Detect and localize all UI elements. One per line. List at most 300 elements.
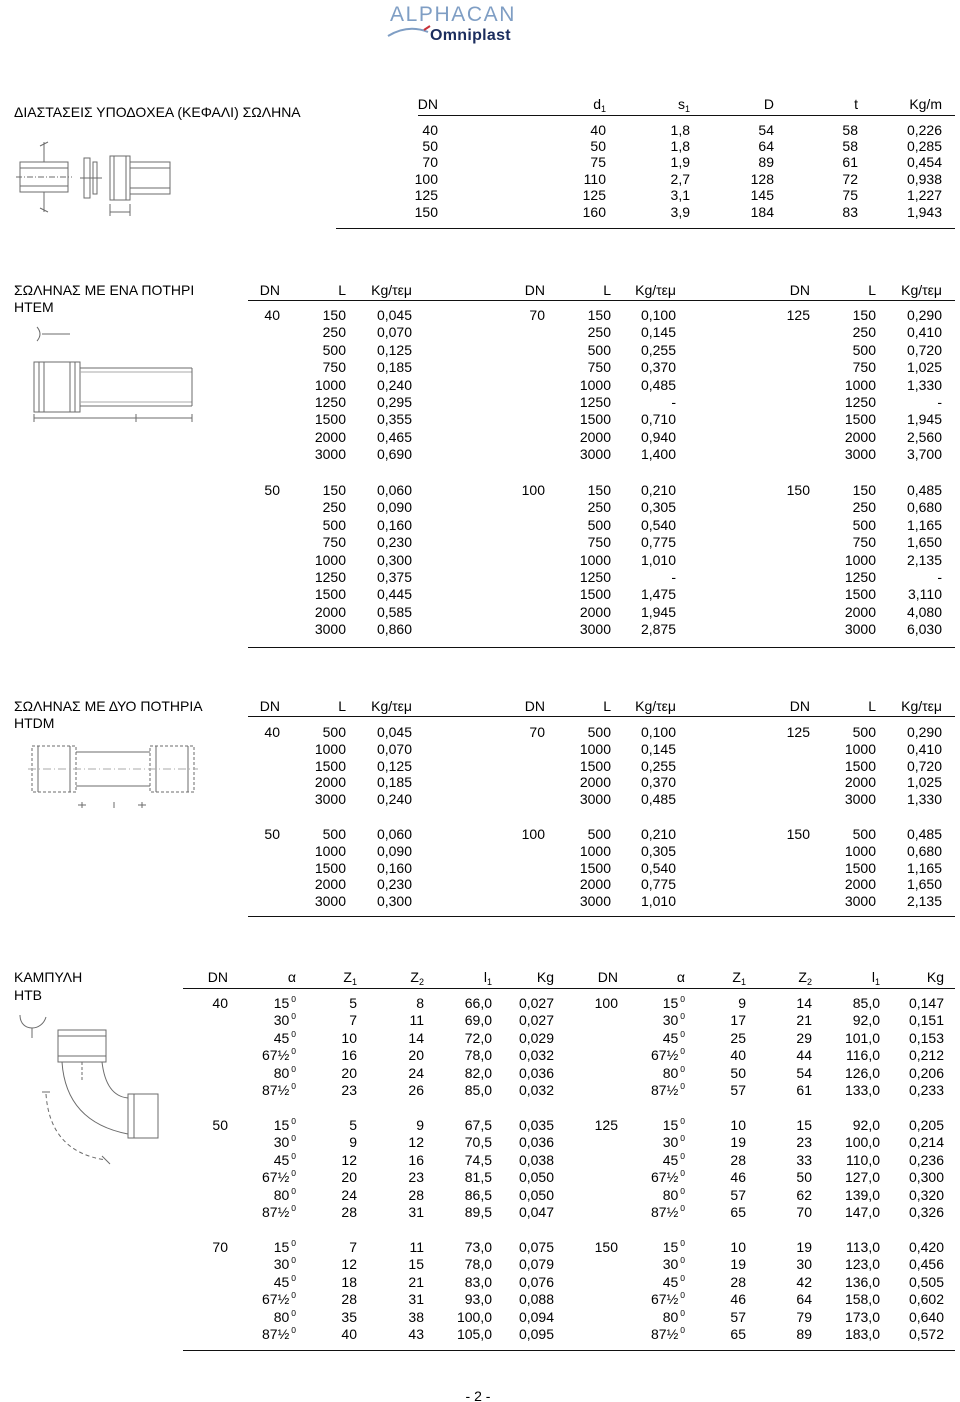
bend-header-dn-text: DN bbox=[207, 969, 228, 985]
pipe-one-socket-weight: 0,370 bbox=[640, 359, 676, 376]
bend-angle-degree-mark: 0 bbox=[680, 1255, 685, 1266]
pipe-one-socket-weight: 0,485 bbox=[906, 482, 942, 498]
pipe-two-sockets-length: 1500 bbox=[579, 757, 611, 774]
bend-angle-degree-mark: 0 bbox=[680, 1290, 685, 1301]
pipe-two-sockets-length: 2000 bbox=[844, 876, 876, 893]
pipe-two-sockets-weight: 2,135 bbox=[906, 893, 942, 910]
pipe-one-socket-weight: 2,875 bbox=[640, 621, 676, 638]
bend-angle-value: 67½ bbox=[262, 1047, 290, 1064]
bend-z2: 14 bbox=[796, 995, 812, 1011]
bend-angle-value: 80 bbox=[273, 1308, 290, 1325]
bend-l1: 147,0 bbox=[844, 1204, 880, 1220]
pipe-one-socket-code: HTEM bbox=[14, 299, 54, 315]
pipe-one-socket-weight: 0,290 bbox=[906, 307, 942, 323]
bend-z1: 19 bbox=[730, 1256, 746, 1273]
bend-title: ΚΑΜΠΥΛΗ bbox=[14, 969, 83, 985]
bend-l1: 92,0 bbox=[852, 1012, 880, 1029]
pipe-one-socket-weight: 3,700 bbox=[906, 446, 942, 463]
bend-angle-degree-mark: 0 bbox=[680, 1081, 685, 1091]
pipe-one-socket-length: 1500 bbox=[579, 586, 611, 603]
pipe-one-socket-header-weight: Kg/τεμ bbox=[371, 282, 412, 298]
socket-dims-cell-kg-per-m: 0,226 bbox=[906, 122, 942, 138]
pipe-one-socket-weight: 2,560 bbox=[906, 428, 942, 445]
pipe-two-sockets-length: 2000 bbox=[844, 774, 876, 791]
pipe-two-sockets-length: 1000 bbox=[579, 842, 611, 859]
socket-dims-header-rule bbox=[418, 115, 955, 116]
bend-header-z2-subscript: 2 bbox=[418, 977, 424, 987]
pipe-one-socket-length: 2000 bbox=[844, 603, 876, 620]
pipe-one-socket-length: 250 bbox=[852, 324, 876, 341]
pipe-two-sockets-length: 1000 bbox=[314, 842, 346, 859]
pipe-two-sockets-weight: 0,145 bbox=[640, 740, 676, 757]
bend-angle-value: 15 bbox=[662, 1117, 679, 1133]
bend-angle-value: 67½ bbox=[651, 1047, 679, 1064]
pipe-one-socket-length: 3000 bbox=[314, 446, 346, 463]
pipe-two-sockets-length: 3000 bbox=[579, 893, 611, 910]
pipe-one-socket-length: 1000 bbox=[314, 376, 346, 393]
bend-z1: 9 bbox=[349, 1134, 357, 1151]
pipe-one-socket-weight: 0,355 bbox=[376, 411, 412, 428]
socket-dims-cell-d: 128 bbox=[750, 171, 774, 187]
alphacan-omniplast-logo bbox=[384, 2, 540, 48]
bend-angle-value: 67½ bbox=[651, 1169, 679, 1186]
pipe-two-sockets-weight: 0,410 bbox=[906, 740, 942, 757]
pipe-one-socket-length: 1250 bbox=[314, 569, 346, 585]
socket-dims-cell-dn: 70 bbox=[422, 154, 438, 170]
socket-dims-cell-dn: 125 bbox=[414, 187, 438, 203]
bend-angle-value: 30 bbox=[273, 1012, 290, 1029]
bend-kg: 0,602 bbox=[908, 1291, 944, 1308]
bend-z1: 65 bbox=[730, 1326, 746, 1342]
pipe-one-socket-weight: 0,125 bbox=[376, 341, 412, 358]
bend-header-angle-text: α bbox=[287, 969, 296, 985]
bend-angle-degree-mark: 0 bbox=[291, 1150, 296, 1161]
pipe-two-sockets-weight: 0,070 bbox=[376, 740, 412, 757]
socket-dims-header-s1-text: s bbox=[677, 96, 685, 112]
bend-l1: 93,0 bbox=[464, 1291, 492, 1308]
pipe-two-sockets-length: 2000 bbox=[579, 774, 611, 791]
pipe-one-socket-length: 1250 bbox=[844, 569, 876, 585]
bend-l1: 127,0 bbox=[844, 1169, 880, 1186]
bend-angle-value: 30 bbox=[662, 1134, 679, 1151]
bend-angle-value: 80 bbox=[273, 1064, 290, 1081]
pipe-one-socket-length: 250 bbox=[322, 499, 346, 516]
pipe-one-socket-weight: 1,330 bbox=[906, 376, 942, 393]
bend-z1: 28 bbox=[341, 1204, 357, 1220]
pipe-one-socket-length: 1500 bbox=[579, 411, 611, 428]
bend-header-z1-subscript: 1 bbox=[740, 977, 746, 987]
pipe-two-sockets-length: 1500 bbox=[579, 859, 611, 876]
bend-angle-value: 15 bbox=[662, 1239, 679, 1255]
bend-l1: 110,0 bbox=[846, 1151, 880, 1168]
bend-angle-degree-mark: 0 bbox=[680, 1011, 685, 1022]
bend-z1: 35 bbox=[341, 1308, 357, 1325]
pipe-two-sockets-weight: 0,090 bbox=[376, 842, 412, 859]
pipe-one-socket-weight: 1,650 bbox=[906, 534, 942, 551]
bend-z1: 10 bbox=[341, 1029, 357, 1046]
bend-l1: 81,5 bbox=[464, 1169, 492, 1186]
pipe-one-socket-length: 150 bbox=[852, 482, 876, 498]
bend-angle-value: 15 bbox=[273, 995, 290, 1011]
pipe-one-socket-length: 150 bbox=[322, 482, 346, 498]
socket-dims-cell-dn: 50 bbox=[422, 138, 438, 154]
socket-dims-header-dn bbox=[342, 96, 438, 112]
socket-dims-cell-kg-per-m: 1,227 bbox=[906, 187, 942, 203]
pipe-one-socket-weight: 0,230 bbox=[376, 534, 412, 551]
pipe-one-socket-weight: 0,045 bbox=[376, 307, 412, 323]
pipe-two-sockets-weight: 1,165 bbox=[906, 859, 942, 876]
bend-l1: 183,0 bbox=[844, 1326, 880, 1342]
socket-dims-cell-t: 58 bbox=[842, 122, 858, 138]
bend-z2: 16 bbox=[408, 1151, 424, 1168]
socket-dims-cell-t: 61 bbox=[842, 154, 858, 170]
pipe-one-socket-length: 1000 bbox=[844, 551, 876, 568]
pipe-one-socket-weight: 0,145 bbox=[640, 324, 676, 341]
pipe-one-socket-weight: 0,410 bbox=[906, 324, 942, 341]
bend-z1: 20 bbox=[341, 1169, 357, 1186]
bend-z2: 31 bbox=[408, 1204, 424, 1220]
pipe-one-socket-dn: 40 bbox=[264, 307, 280, 323]
pipe-one-socket-length: 1000 bbox=[579, 551, 611, 568]
pipe-one-socket-length: 2000 bbox=[844, 428, 876, 445]
bend-z2: 12 bbox=[408, 1134, 424, 1151]
bend-angle-value: 15 bbox=[273, 1239, 290, 1255]
pipe-one-socket-weight: 0,720 bbox=[906, 341, 942, 358]
bend-z2: 38 bbox=[408, 1308, 424, 1325]
pipe-one-socket-length: 2000 bbox=[579, 603, 611, 620]
bend-l1: 85,0 bbox=[852, 995, 880, 1011]
pipe-one-socket-length: 500 bbox=[322, 341, 346, 358]
pipe-two-sockets-length: 1500 bbox=[314, 859, 346, 876]
bend-angle-degree-mark: 0 bbox=[291, 1272, 296, 1283]
socket-dims-cell-d: 184 bbox=[750, 204, 774, 220]
pipe-two-sockets-length: 1500 bbox=[314, 757, 346, 774]
pipe-one-socket-weight: 1,165 bbox=[906, 516, 942, 533]
pipe-one-socket-weight: 1,010 bbox=[640, 551, 676, 568]
pipe-two-sockets-length: 1500 bbox=[844, 757, 876, 774]
pipe-one-socket-length: 1000 bbox=[844, 376, 876, 393]
bend-angle-value: 30 bbox=[662, 1256, 679, 1273]
pipe-one-socket-length: 2000 bbox=[314, 428, 346, 445]
bend-kg: 0,420 bbox=[908, 1239, 944, 1255]
bend-z2: 89 bbox=[796, 1326, 812, 1342]
socket-dims-cell-d1: 50 bbox=[590, 138, 606, 154]
pipe-two-sockets-weight: 0,485 bbox=[906, 826, 942, 842]
bend-angle-value: 30 bbox=[662, 1012, 679, 1029]
bend-header-kg-text: Kg bbox=[926, 969, 944, 985]
bend-angle-value: 87½ bbox=[651, 1326, 679, 1342]
bend-z1: 50 bbox=[730, 1064, 746, 1081]
pipe-one-socket-length: 250 bbox=[587, 324, 611, 341]
bend-angle-value: 80 bbox=[662, 1308, 679, 1325]
bend-kg: 0,205 bbox=[908, 1117, 944, 1133]
socket-dims-cell-t: 72 bbox=[842, 171, 858, 187]
bend-l1: 100,0 bbox=[456, 1308, 492, 1325]
bend-z2: 43 bbox=[408, 1326, 424, 1342]
bend-angle-degree-mark: 0 bbox=[291, 1063, 296, 1074]
pipe-one-socket-length: 3000 bbox=[314, 621, 346, 638]
bend-z1: 23 bbox=[341, 1082, 357, 1098]
socket-dims-cell-s1: 1,8 bbox=[670, 122, 690, 138]
pipe-one-socket-weight: 0,070 bbox=[376, 324, 412, 341]
bend-z2: 8 bbox=[416, 995, 424, 1011]
bend-header-l1-text: l bbox=[483, 969, 487, 985]
bend-header-l1-subscript: 1 bbox=[874, 977, 880, 987]
socket-dims-title: ΔΙΑΣΤΑΣΕΙΣ ΥΠΟΔΟΧΕΑ (ΚΕΦΑΛΙ) ΣΩΛΗΝΑ bbox=[14, 104, 301, 120]
bend-angle-value: 30 bbox=[273, 1256, 290, 1273]
bend-kg: 0,456 bbox=[908, 1256, 944, 1273]
socket-dims-header-s1-subscript: 1 bbox=[684, 104, 690, 114]
bend-z1: 17 bbox=[730, 1012, 746, 1029]
bend-kg: 0,214 bbox=[908, 1134, 944, 1151]
bend-z1: 12 bbox=[341, 1151, 357, 1168]
bend-header-rule bbox=[183, 988, 955, 989]
pipe-one-socket-weight: 4,080 bbox=[906, 603, 942, 620]
bend-z2: 21 bbox=[796, 1012, 812, 1029]
bend-bottom-rule bbox=[183, 1350, 955, 1351]
bend-angle-degree-mark: 0 bbox=[680, 1028, 685, 1039]
bend-z1: 28 bbox=[730, 1273, 746, 1290]
pipe-two-sockets-weight: 0,240 bbox=[376, 791, 412, 808]
pipe-one-socket-length: 1000 bbox=[579, 376, 611, 393]
bend-dn: 40 bbox=[212, 995, 228, 1011]
pipe-one-socket-header-rule bbox=[248, 300, 955, 301]
pipe-two-sockets-weight: 1,025 bbox=[906, 774, 942, 791]
pipe-one-socket-length: 1250 bbox=[844, 394, 876, 410]
bend-l1: 113,0 bbox=[846, 1239, 880, 1255]
pipe-one-socket-weight: 0,305 bbox=[640, 499, 676, 516]
bend-kg: 0,505 bbox=[908, 1273, 944, 1290]
socket-dims-cell-kg-per-m: 1,943 bbox=[906, 204, 942, 220]
pipe-two-sockets-dn: 50 bbox=[264, 826, 280, 842]
pipe-one-socket-length: 500 bbox=[852, 341, 876, 358]
bend-l1: 72,0 bbox=[464, 1029, 492, 1046]
bend-l1: 101,0 bbox=[844, 1029, 880, 1046]
pipe-one-socket-weight: 0,690 bbox=[376, 446, 412, 463]
bend-z1: 20 bbox=[341, 1064, 357, 1081]
bend-angle-degree-mark: 0 bbox=[291, 1081, 296, 1091]
pipe-one-socket-weight: 1,475 bbox=[640, 586, 676, 603]
bend-header-z1-text: Z bbox=[343, 969, 352, 985]
bend-l1: 85,0 bbox=[464, 1082, 492, 1098]
socket-dims-cell-d: 145 bbox=[750, 187, 774, 203]
bend-angle-value: 87½ bbox=[262, 1082, 290, 1098]
bend-z1: 40 bbox=[341, 1326, 357, 1342]
pipe-two-sockets-dn: 150 bbox=[786, 826, 810, 842]
socket-dims-cell-d1: 160 bbox=[582, 204, 606, 220]
pipe-one-socket-weight: 0,295 bbox=[376, 394, 412, 410]
socket-dims-cell-t: 58 bbox=[842, 138, 858, 154]
bend-z1: 5 bbox=[349, 1117, 357, 1133]
bend-z2: 28 bbox=[408, 1186, 424, 1203]
pipe-one-socket-header-dn: DN bbox=[524, 282, 545, 298]
socket-dims-cell-t: 75 bbox=[842, 187, 858, 203]
bend-z1: 57 bbox=[730, 1186, 746, 1203]
bend-angle-degree-mark: 0 bbox=[291, 1255, 296, 1266]
bend-kg: 0,029 bbox=[518, 1029, 554, 1046]
pipe-two-sockets-bottom-rule bbox=[248, 916, 955, 917]
bend-kg: 0,036 bbox=[518, 1064, 554, 1081]
bend-z1: 46 bbox=[730, 1169, 746, 1186]
socket-dims-header-t-text: t bbox=[854, 96, 858, 112]
bend-l1: 78,0 bbox=[464, 1047, 492, 1064]
bend-z1: 18 bbox=[341, 1273, 357, 1290]
pipe-two-sockets-length: 1000 bbox=[844, 740, 876, 757]
pipe-two-sockets-length: 3000 bbox=[844, 893, 876, 910]
pipe-one-socket-weight: 0,540 bbox=[640, 516, 676, 533]
bend-angle-degree-mark: 0 bbox=[291, 1238, 296, 1248]
pipe-two-sockets-weight: 0,300 bbox=[376, 893, 412, 910]
bend-l1: 92,0 bbox=[852, 1117, 880, 1133]
bend-l1: 73,0 bbox=[464, 1239, 492, 1255]
bend-angle-degree-mark: 0 bbox=[680, 1307, 685, 1318]
pipe-one-socket-length: 750 bbox=[852, 359, 876, 376]
bend-l1: 83,0 bbox=[464, 1273, 492, 1290]
bend-l1: 139,0 bbox=[844, 1186, 880, 1203]
pipe-two-sockets-weight: 0,720 bbox=[906, 757, 942, 774]
bend-z2: 9 bbox=[416, 1117, 424, 1133]
socket-dims-header-kg-per-m-text: Kg/m bbox=[909, 96, 942, 112]
pipe-one-socket-dn: 50 bbox=[264, 482, 280, 498]
pipe-one-socket-title: ΣΩΛΗΝΑΣ ΜΕ ΕΝΑ ΠΟΤΗΡΙ bbox=[14, 282, 195, 298]
pipe-one-socket-weight: 0,300 bbox=[376, 551, 412, 568]
bend-kg: 0,212 bbox=[908, 1047, 944, 1064]
socket-dims-header-d1-subscript: 1 bbox=[600, 104, 606, 114]
bend-angle-value: 67½ bbox=[262, 1291, 290, 1308]
pipe-two-sockets-length: 2000 bbox=[314, 774, 346, 791]
pipe-two-sockets-weight: 1,650 bbox=[906, 876, 942, 893]
pipe-two-sockets-weight: 0,255 bbox=[640, 757, 676, 774]
bend-kg: 0,079 bbox=[518, 1256, 554, 1273]
bend-angle-degree-mark: 0 bbox=[680, 1325, 685, 1335]
bend-angle-degree-mark: 0 bbox=[291, 1325, 296, 1335]
pipe-one-socket-length: 150 bbox=[322, 307, 346, 323]
pipe-two-sockets-dn: 100 bbox=[521, 826, 545, 842]
bend-angle-value: 80 bbox=[662, 1064, 679, 1081]
bend-angle-value: 45 bbox=[662, 1029, 679, 1046]
pipe-one-socket-drawing-icon bbox=[28, 356, 198, 426]
pipe-two-sockets-length: 1500 bbox=[844, 859, 876, 876]
pipe-two-sockets-weight: 0,305 bbox=[640, 842, 676, 859]
bend-z2: 64 bbox=[796, 1291, 812, 1308]
pipe-one-socket-length: 3000 bbox=[579, 621, 611, 638]
pipe-two-sockets-header-length: L bbox=[868, 698, 876, 714]
socket-dims-bottom-rule bbox=[336, 228, 955, 229]
pipe-one-socket-weight: 3,110 bbox=[908, 586, 942, 603]
bend-header-l1-subscript: 1 bbox=[486, 977, 492, 987]
pipe-one-socket-length: 150 bbox=[587, 482, 611, 498]
socket-dims-cell-t: 83 bbox=[842, 204, 858, 220]
socket-dims-cell-s1: 1,9 bbox=[670, 154, 690, 170]
bend-drawing-icon bbox=[36, 1022, 168, 1170]
pipe-one-socket-header-weight: Kg/τεμ bbox=[901, 282, 942, 298]
pipe-two-sockets-length: 1000 bbox=[844, 842, 876, 859]
socket-dims-header-kg-per-m bbox=[846, 96, 942, 112]
bend-angle-degree-mark: 0 bbox=[291, 1307, 296, 1318]
pipe-one-socket-length: 1500 bbox=[314, 411, 346, 428]
socket-dims-cell-d1: 110 bbox=[583, 171, 606, 187]
pipe-two-sockets-header-length: L bbox=[338, 698, 346, 714]
bend-l1: 86,5 bbox=[464, 1186, 492, 1203]
bend-angle-value: 80 bbox=[273, 1186, 290, 1203]
pipe-one-socket-length: 500 bbox=[587, 516, 611, 533]
bend-z1: 12 bbox=[341, 1256, 357, 1273]
socket-dims-header-d1 bbox=[510, 96, 606, 112]
pipe-two-sockets-drawing-icon bbox=[28, 742, 198, 814]
bend-l1: 126,0 bbox=[844, 1064, 880, 1081]
socket-dims-cell-s1: 1,8 bbox=[670, 138, 690, 154]
bend-angle-value: 45 bbox=[662, 1151, 679, 1168]
pipe-one-socket-length: 1500 bbox=[844, 586, 876, 603]
bend-dn: 125 bbox=[594, 1117, 618, 1133]
bend-z2: 62 bbox=[796, 1186, 812, 1203]
pipe-two-sockets-length: 2000 bbox=[579, 876, 611, 893]
bend-kg: 0,151 bbox=[908, 1012, 944, 1029]
pipe-one-socket-weight: 0,210 bbox=[640, 482, 676, 498]
bend-header-dn-text: DN bbox=[597, 969, 618, 985]
bend-z1: 57 bbox=[730, 1308, 746, 1325]
pipe-two-sockets-weight: 1,330 bbox=[906, 791, 942, 808]
bend-angle-degree-mark: 0 bbox=[680, 1150, 685, 1161]
pipe-one-socket-length: 1250 bbox=[579, 394, 611, 410]
pipe-two-sockets-weight: 0,775 bbox=[640, 876, 676, 893]
pipe-two-sockets-header-weight: Kg/τεμ bbox=[901, 698, 942, 714]
pipe-two-sockets-code: HTDM bbox=[14, 715, 55, 731]
pipe-one-socket-weight: 1,945 bbox=[906, 411, 942, 428]
pipe-one-socket-weight: 0,255 bbox=[640, 341, 676, 358]
pipe-one-socket-weight: 0,585 bbox=[376, 603, 412, 620]
pipe-two-sockets-dn: 125 bbox=[786, 724, 810, 740]
bend-l1: 89,5 bbox=[464, 1204, 492, 1220]
pipe-two-sockets-length: 500 bbox=[852, 826, 876, 842]
socket-dims-header-d-text: D bbox=[763, 96, 774, 112]
bend-l1: 173,0 bbox=[844, 1308, 880, 1325]
pipe-one-socket-weight: - bbox=[937, 569, 942, 585]
bend-kg: 0,027 bbox=[518, 1012, 554, 1029]
bend-angle-degree-mark: 0 bbox=[680, 1133, 685, 1144]
bend-angle-degree-mark: 0 bbox=[291, 1011, 296, 1022]
bend-z2: 14 bbox=[408, 1029, 424, 1046]
bend-kg: 0,572 bbox=[908, 1326, 944, 1342]
pipe-one-socket-header-length: L bbox=[603, 282, 611, 298]
bend-l1: 133,0 bbox=[844, 1082, 880, 1098]
bend-l1: 82,0 bbox=[464, 1064, 492, 1081]
bend-z2: 23 bbox=[408, 1169, 424, 1186]
bend-angle-value: 45 bbox=[273, 1273, 290, 1290]
socket-dims-cell-dn: 40 bbox=[422, 122, 438, 138]
bend-z2: 29 bbox=[796, 1029, 812, 1046]
pipe-one-socket-weight: 0,445 bbox=[376, 586, 412, 603]
socket-dims-cell-d: 64 bbox=[758, 138, 774, 154]
bend-l1: 70,5 bbox=[464, 1134, 492, 1151]
pipe-two-sockets-length: 1000 bbox=[579, 740, 611, 757]
bend-angle-degree-mark: 0 bbox=[680, 1116, 685, 1126]
pipe-two-sockets-length: 3000 bbox=[314, 791, 346, 808]
pipe-one-socket-weight: 0,710 bbox=[640, 411, 676, 428]
pipe-one-socket-length: 500 bbox=[322, 516, 346, 533]
bend-z1: 5 bbox=[349, 995, 357, 1011]
bend-z2: 44 bbox=[796, 1047, 812, 1064]
bend-z2: 33 bbox=[796, 1151, 812, 1168]
bend-z2: 79 bbox=[796, 1308, 812, 1325]
pipe-one-socket-length: 1000 bbox=[314, 551, 346, 568]
bend-header-angle-text: α bbox=[676, 969, 685, 985]
logo-subbrand-text: Omniplast bbox=[430, 27, 511, 44]
pipe-one-socket-header-weight: Kg/τεμ bbox=[635, 282, 676, 298]
bend-angle-degree-mark: 0 bbox=[680, 1168, 685, 1179]
pipe-one-socket-length: 750 bbox=[587, 359, 611, 376]
bend-z2: 54 bbox=[796, 1064, 812, 1081]
